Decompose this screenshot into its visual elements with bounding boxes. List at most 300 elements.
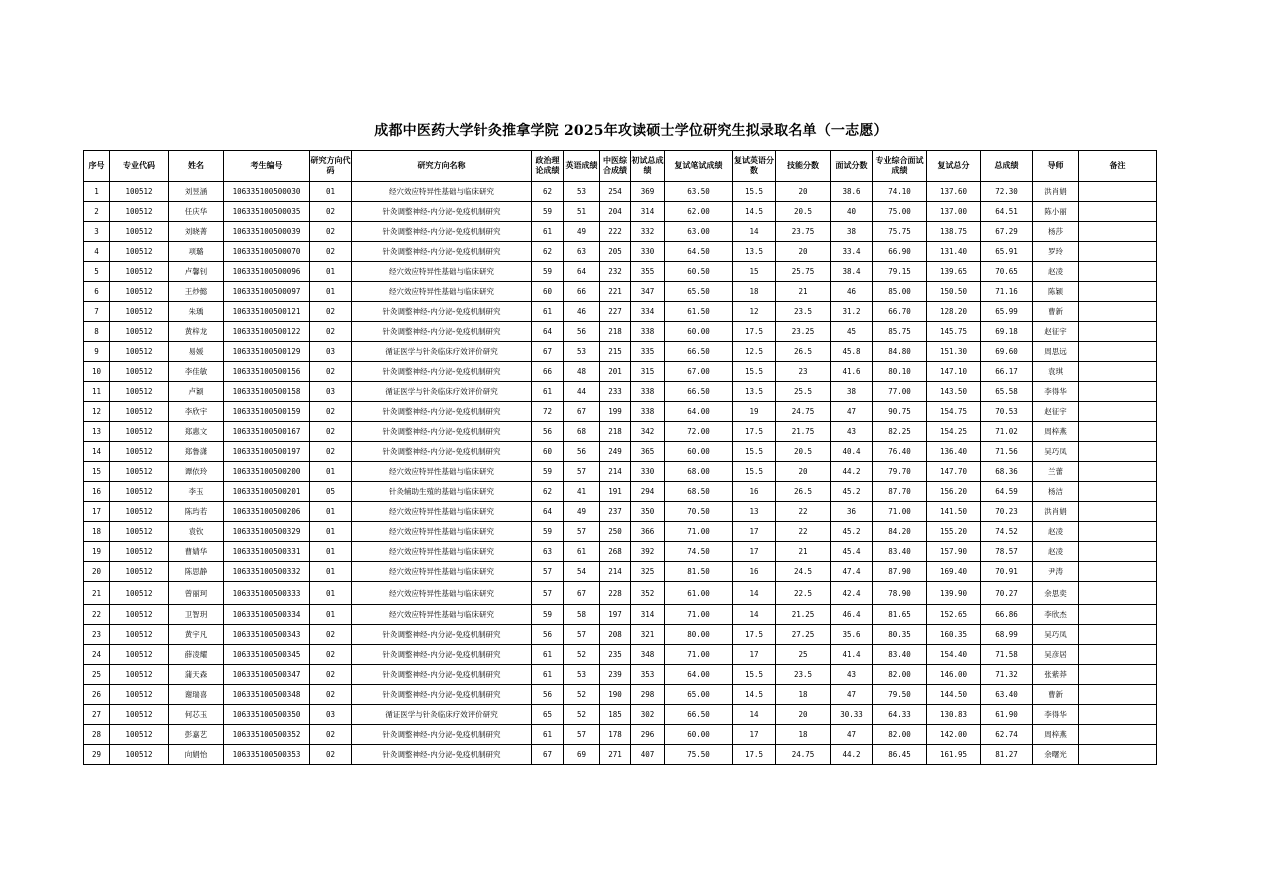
table-cell: 75.50 <box>665 745 733 765</box>
table-cell: 136.40 <box>927 442 981 462</box>
table-cell <box>1079 705 1157 725</box>
table-cell: 64.00 <box>665 402 733 422</box>
table-cell <box>1079 502 1157 522</box>
table-cell: 106335100500156 <box>224 362 310 382</box>
table-cell: 139.90 <box>927 582 981 605</box>
table-cell: 18 <box>84 522 110 542</box>
table-cell: 83.40 <box>873 542 927 562</box>
table-cell: 47 <box>831 685 873 705</box>
table-cell: 14 <box>733 222 776 242</box>
table-cell: 142.00 <box>927 725 981 745</box>
table-cell: 14 <box>733 605 776 625</box>
table-cell: 106335100500197 <box>224 442 310 462</box>
table-cell: 郑惠文 <box>169 422 224 442</box>
table-cell: 40.4 <box>831 442 873 462</box>
table-cell: 66.86 <box>981 605 1033 625</box>
table-cell: 李得华 <box>1033 705 1079 725</box>
table-cell: 27 <box>84 705 110 725</box>
table-cell: 100512 <box>110 725 169 745</box>
table-cell: 王炒懿 <box>169 282 224 302</box>
table-cell: 156.20 <box>927 482 981 502</box>
table-cell <box>1079 342 1157 362</box>
table-cell: 100512 <box>110 502 169 522</box>
table-cell: 43 <box>831 665 873 685</box>
table-cell: 16 <box>84 482 110 502</box>
table-cell: 178 <box>600 725 631 745</box>
table-cell: 朱瑀 <box>169 302 224 322</box>
table-cell: 28 <box>84 725 110 745</box>
table-cell: 100512 <box>110 222 169 242</box>
table-cell: 67 <box>564 582 600 605</box>
table-cell: 201 <box>600 362 631 382</box>
table-cell: 洪肖娟 <box>1033 502 1079 522</box>
table-cell: 57 <box>532 582 564 605</box>
table-cell: 01 <box>310 542 352 562</box>
table-cell: 01 <box>310 182 352 202</box>
table-cell: 338 <box>631 402 665 422</box>
table-cell: 49 <box>564 222 600 242</box>
table-cell: 147.70 <box>927 462 981 482</box>
table-cell: 周梓燕 <box>1033 422 1079 442</box>
table-cell: 100512 <box>110 322 169 342</box>
table-cell <box>1079 322 1157 342</box>
table-cell: 02 <box>310 625 352 645</box>
table-cell: 15.5 <box>733 462 776 482</box>
table-cell: 86.45 <box>873 745 927 765</box>
table-cell: 214 <box>600 562 631 582</box>
table-cell: 罗玲 <box>1033 242 1079 262</box>
table-cell: 10 <box>84 362 110 382</box>
table-cell: 75.75 <box>873 222 927 242</box>
table-cell: 64.50 <box>665 242 733 262</box>
table-cell: 经穴效应特异性基础与临床研究 <box>352 522 532 542</box>
table-cell: 77.00 <box>873 382 927 402</box>
table-cell: 针灸辅助生殖的基础与临床研究 <box>352 482 532 502</box>
table-cell: 53 <box>564 665 600 685</box>
table-cell: 38.4 <box>831 262 873 282</box>
table-row <box>84 362 1157 382</box>
table-cell: 334 <box>631 302 665 322</box>
table-cell: 17 <box>733 725 776 745</box>
table-row <box>84 645 1157 665</box>
table-cell: 81.27 <box>981 745 1033 765</box>
table-cell: 366 <box>631 522 665 542</box>
table-cell: 15.5 <box>733 182 776 202</box>
table-cell: 58 <box>564 605 600 625</box>
table-cell: 56 <box>532 625 564 645</box>
table-cell: 74.52 <box>981 522 1033 542</box>
table-cell: 65.50 <box>665 282 733 302</box>
table-cell: 彭嘉艺 <box>169 725 224 745</box>
table-cell: 365 <box>631 442 665 462</box>
table-cell: 赵征宇 <box>1033 322 1079 342</box>
table-cell: 66.50 <box>665 705 733 725</box>
table-cell: 330 <box>631 462 665 482</box>
table-cell: 68.00 <box>665 462 733 482</box>
table-cell: 155.20 <box>927 522 981 542</box>
table-cell: 经穴效应特异性基础与临床研究 <box>352 542 532 562</box>
table-cell: 27.25 <box>776 625 831 645</box>
table-cell: 余曙光 <box>1033 745 1079 765</box>
table-cell: 79.15 <box>873 262 927 282</box>
table-cell: 61.90 <box>981 705 1033 725</box>
table-cell: 17 <box>733 645 776 665</box>
table-cell: 100512 <box>110 745 169 765</box>
table-cell: 59 <box>532 202 564 222</box>
table-cell: 吴巧凤 <box>1033 625 1079 645</box>
column-header: 复试英语分数 <box>733 151 776 182</box>
table-cell: 02 <box>310 725 352 745</box>
table-cell: 21 <box>84 582 110 605</box>
table-cell: 237 <box>600 502 631 522</box>
table-cell: 66 <box>564 282 600 302</box>
table-cell: 82.00 <box>873 665 927 685</box>
table-cell: 353 <box>631 665 665 685</box>
table-cell: 100512 <box>110 462 169 482</box>
table-cell: 20 <box>776 182 831 202</box>
table-cell: 239 <box>600 665 631 685</box>
table-cell <box>1079 542 1157 562</box>
table-cell: 100512 <box>110 242 169 262</box>
table-cell: 01 <box>310 522 352 542</box>
table-cell: 59 <box>532 262 564 282</box>
table-cell: 60 <box>532 442 564 462</box>
column-header: 序号 <box>84 151 110 182</box>
table-cell: 61 <box>532 725 564 745</box>
table-cell: 22 <box>776 502 831 522</box>
table-cell: 赵征宇 <box>1033 402 1079 422</box>
table-cell: 15.5 <box>733 442 776 462</box>
table-cell: 64.33 <box>873 705 927 725</box>
table-cell: 67 <box>564 402 600 422</box>
table-cell: 针灸调整神经-内分泌-免疫机制研究 <box>352 745 532 765</box>
table-cell: 66.50 <box>665 382 733 402</box>
table-cell: 65 <box>532 705 564 725</box>
table-row <box>84 542 1157 562</box>
table-cell: 7 <box>84 302 110 322</box>
table-cell: 郑鲁潇 <box>169 442 224 462</box>
table-cell: 20.5 <box>776 442 831 462</box>
table-row <box>84 502 1157 522</box>
table-cell: 卢馨钊 <box>169 262 224 282</box>
table-cell: 23 <box>84 625 110 645</box>
table-cell: 黄梓龙 <box>169 322 224 342</box>
table-cell: 160.35 <box>927 625 981 645</box>
table-header <box>84 151 1157 182</box>
table-cell: 61 <box>532 665 564 685</box>
table-cell: 154.40 <box>927 645 981 665</box>
table-cell: 335 <box>631 342 665 362</box>
table-cell: 138.75 <box>927 222 981 242</box>
table-cell <box>1079 182 1157 202</box>
table-cell: 14 <box>84 442 110 462</box>
table-cell: 陈思静 <box>169 562 224 582</box>
table-cell: 17.5 <box>733 625 776 645</box>
table-cell: 268 <box>600 542 631 562</box>
table-cell: 161.95 <box>927 745 981 765</box>
table-cell: 45.2 <box>831 482 873 502</box>
table-cell: 106335100500348 <box>224 685 310 705</box>
table-cell: 60.00 <box>665 442 733 462</box>
table-cell: 15 <box>733 262 776 282</box>
table-cell: 余思奕 <box>1033 582 1079 605</box>
table-cell: 针灸调整神经-内分泌-免疫机制研究 <box>352 685 532 705</box>
document-title: 成都中医药大学针灸推拿学院 2025年攻读硕士学位研究生拟录取名单（一志愿） <box>374 123 888 139</box>
table-cell: 吴彦居 <box>1033 645 1079 665</box>
table-cell: 01 <box>310 562 352 582</box>
table-cell: 65.91 <box>981 242 1033 262</box>
table-cell: 298 <box>631 685 665 705</box>
table-cell: 67.29 <box>981 222 1033 242</box>
table-cell: 100512 <box>110 665 169 685</box>
table-cell: 76.40 <box>873 442 927 462</box>
table-cell: 45.4 <box>831 542 873 562</box>
table-cell: 13 <box>84 422 110 442</box>
table-row <box>84 202 1157 222</box>
table-cell: 84.80 <box>873 342 927 362</box>
table-cell: 90.75 <box>873 402 927 422</box>
table-cell: 151.30 <box>927 342 981 362</box>
table-cell: 17 <box>733 522 776 542</box>
table-cell: 14 <box>733 705 776 725</box>
table-cell: 81.50 <box>665 562 733 582</box>
table-cell: 47 <box>831 725 873 745</box>
table-cell: 22 <box>776 522 831 542</box>
table-cell: 222 <box>600 222 631 242</box>
table-cell: 经穴效应特异性基础与临床研究 <box>352 582 532 605</box>
table-cell <box>1079 422 1157 442</box>
table-cell: 17.5 <box>733 422 776 442</box>
table-cell: 143.50 <box>927 382 981 402</box>
table-cell: 曹新 <box>1033 685 1079 705</box>
table-cell: 350 <box>631 502 665 522</box>
table-cell: 62.74 <box>981 725 1033 745</box>
table-cell: 02 <box>310 242 352 262</box>
table-cell: 347 <box>631 282 665 302</box>
table-row <box>84 262 1157 282</box>
table-cell: 21 <box>776 282 831 302</box>
table-cell: 169.40 <box>927 562 981 582</box>
table-cell: 52 <box>564 645 600 665</box>
table-cell: 22.5 <box>776 582 831 605</box>
table-cell: 218 <box>600 322 631 342</box>
table-cell: 74.50 <box>665 542 733 562</box>
table-cell: 100512 <box>110 542 169 562</box>
table-cell: 16 <box>733 562 776 582</box>
table-cell: 106335100500121 <box>224 302 310 322</box>
table-cell: 60 <box>532 282 564 302</box>
table-cell: 106335100500333 <box>224 582 310 605</box>
table-cell: 59 <box>532 522 564 542</box>
table-cell <box>1079 685 1157 705</box>
table-cell: 李欣宇 <box>169 402 224 422</box>
table-cell: 61 <box>532 222 564 242</box>
table-cell: 85.00 <box>873 282 927 302</box>
column-header: 复试总分 <box>927 151 981 182</box>
table-cell: 71.56 <box>981 442 1033 462</box>
table-cell: 65.00 <box>665 685 733 705</box>
table-cell: 154.25 <box>927 422 981 442</box>
column-header: 导师 <box>1033 151 1079 182</box>
table-cell: 71.02 <box>981 422 1033 442</box>
column-header: 政治理论成绩 <box>532 151 564 182</box>
table-cell: 袁琪 <box>1033 362 1079 382</box>
table-cell: 14.5 <box>733 202 776 222</box>
table-cell: 49 <box>564 502 600 522</box>
table-cell: 106335100500200 <box>224 462 310 482</box>
table-cell: 106335100500096 <box>224 262 310 282</box>
table-cell: 66 <box>532 362 564 382</box>
table-cell: 05 <box>310 482 352 502</box>
table-cell: 106335100500352 <box>224 725 310 745</box>
table-cell: 64.00 <box>665 665 733 685</box>
table-row <box>84 442 1157 462</box>
table-cell: 针灸调整神经-内分泌-免疫机制研究 <box>352 302 532 322</box>
table-cell: 14.5 <box>733 685 776 705</box>
table-cell: 李欣杰 <box>1033 605 1079 625</box>
table-cell: 6 <box>84 282 110 302</box>
table-cell: 向娟怡 <box>169 745 224 765</box>
table-cell: 41.4 <box>831 645 873 665</box>
table-cell: 342 <box>631 422 665 442</box>
table-cell: 循证医学与针灸临床疗效评价研究 <box>352 342 532 362</box>
table-cell: 235 <box>600 645 631 665</box>
table-cell: 15.5 <box>733 665 776 685</box>
table-row <box>84 562 1157 582</box>
table-cell: 199 <box>600 402 631 422</box>
table-cell: 352 <box>631 582 665 605</box>
table-cell: 22 <box>84 605 110 625</box>
table-cell: 100512 <box>110 282 169 302</box>
table-cell: 106335100500206 <box>224 502 310 522</box>
table-cell: 100512 <box>110 522 169 542</box>
table-cell <box>1079 262 1157 282</box>
table-cell: 61 <box>532 645 564 665</box>
column-header: 复试笔试成绩 <box>665 151 733 182</box>
table-cell: 经穴效应特异性基础与临床研究 <box>352 262 532 282</box>
table-cell: 64 <box>532 322 564 342</box>
table-cell: 106335100500035 <box>224 202 310 222</box>
table-cell: 项璐 <box>169 242 224 262</box>
table-cell: 106335100500329 <box>224 522 310 542</box>
table-cell: 19 <box>84 542 110 562</box>
table-cell: 80.35 <box>873 625 927 645</box>
table-cell: 106335100500334 <box>224 605 310 625</box>
table-cell: 谢瑞喜 <box>169 685 224 705</box>
table-cell: 71.58 <box>981 645 1033 665</box>
table-cell: 谭依玲 <box>169 462 224 482</box>
table-cell: 20.5 <box>776 202 831 222</box>
table-cell: 61 <box>532 382 564 402</box>
table-cell: 53 <box>564 342 600 362</box>
table-cell: 70.53 <box>981 402 1033 422</box>
table-cell: 25 <box>776 645 831 665</box>
table-cell: 70.91 <box>981 562 1033 582</box>
table-cell: 254 <box>600 182 631 202</box>
table-cell: 205 <box>600 242 631 262</box>
table-cell: 63 <box>532 542 564 562</box>
table-cell: 106335100500129 <box>224 342 310 362</box>
table-cell: 68 <box>564 422 600 442</box>
table-cell: 针灸调整神经-内分泌-免疫机制研究 <box>352 625 532 645</box>
table-cell: 杨洁 <box>1033 482 1079 502</box>
table-cell: 52 <box>564 705 600 725</box>
table-cell: 18 <box>776 725 831 745</box>
table-cell: 57 <box>564 462 600 482</box>
table-row <box>84 522 1157 542</box>
table-cell: 经穴效应特异性基础与临床研究 <box>352 502 532 522</box>
table-cell: 45.2 <box>831 522 873 542</box>
table-cell: 13 <box>733 502 776 522</box>
table-cell: 106335100500158 <box>224 382 310 402</box>
table-cell: 191 <box>600 482 631 502</box>
table-cell: 经穴效应特异性基础与临床研究 <box>352 182 532 202</box>
column-header: 技能分数 <box>776 151 831 182</box>
table-cell: 100512 <box>110 582 169 605</box>
table-cell: 43 <box>831 422 873 442</box>
table-cell: 80.00 <box>665 625 733 645</box>
table-cell: 21 <box>776 542 831 562</box>
table-cell: 70.65 <box>981 262 1033 282</box>
column-header: 面试分数 <box>831 151 873 182</box>
table-cell: 215 <box>600 342 631 362</box>
table-cell: 曾丽珂 <box>169 582 224 605</box>
table-cell: 190 <box>600 685 631 705</box>
table-cell: 23.25 <box>776 322 831 342</box>
table-cell: 刘晓菁 <box>169 222 224 242</box>
table-cell: 02 <box>310 222 352 242</box>
table-row <box>84 182 1157 202</box>
table-cell: 106335100500331 <box>224 542 310 562</box>
table-cell: 02 <box>310 302 352 322</box>
table-cell: 250 <box>600 522 631 542</box>
table-cell: 针灸调整神经-内分泌-免疫机制研究 <box>352 362 532 382</box>
table-cell: 131.40 <box>927 242 981 262</box>
table-cell: 02 <box>310 362 352 382</box>
table-cell: 吴巧凤 <box>1033 442 1079 462</box>
table-cell: 38 <box>831 382 873 402</box>
table-cell: 64 <box>564 262 600 282</box>
table-cell: 35.6 <box>831 625 873 645</box>
table-cell <box>1079 222 1157 242</box>
table-cell: 314 <box>631 202 665 222</box>
column-header: 姓名 <box>169 151 224 182</box>
column-header: 专业代码 <box>110 151 169 182</box>
table-cell: 100512 <box>110 645 169 665</box>
admission-table <box>83 150 1157 765</box>
table-cell: 针灸调整神经-内分泌-免疫机制研究 <box>352 725 532 745</box>
table-cell: 经穴效应特异性基础与临床研究 <box>352 605 532 625</box>
table-cell: 338 <box>631 322 665 342</box>
table-cell: 5 <box>84 262 110 282</box>
table-cell: 63.40 <box>981 685 1033 705</box>
table-cell: 68.50 <box>665 482 733 502</box>
table-cell: 71.00 <box>665 645 733 665</box>
table-cell: 45.8 <box>831 342 873 362</box>
table-cell: 02 <box>310 645 352 665</box>
table-cell: 228 <box>600 582 631 605</box>
table-cell: 26.5 <box>776 342 831 362</box>
table-cell <box>1079 202 1157 222</box>
table-cell <box>1079 362 1157 382</box>
table-cell: 25.75 <box>776 262 831 282</box>
table-cell: 何芯玉 <box>169 705 224 725</box>
table-cell: 82.00 <box>873 725 927 745</box>
table-cell: 薛凌耀 <box>169 645 224 665</box>
table-row <box>84 582 1157 605</box>
table-cell <box>1079 462 1157 482</box>
table-cell: 69.18 <box>981 322 1033 342</box>
